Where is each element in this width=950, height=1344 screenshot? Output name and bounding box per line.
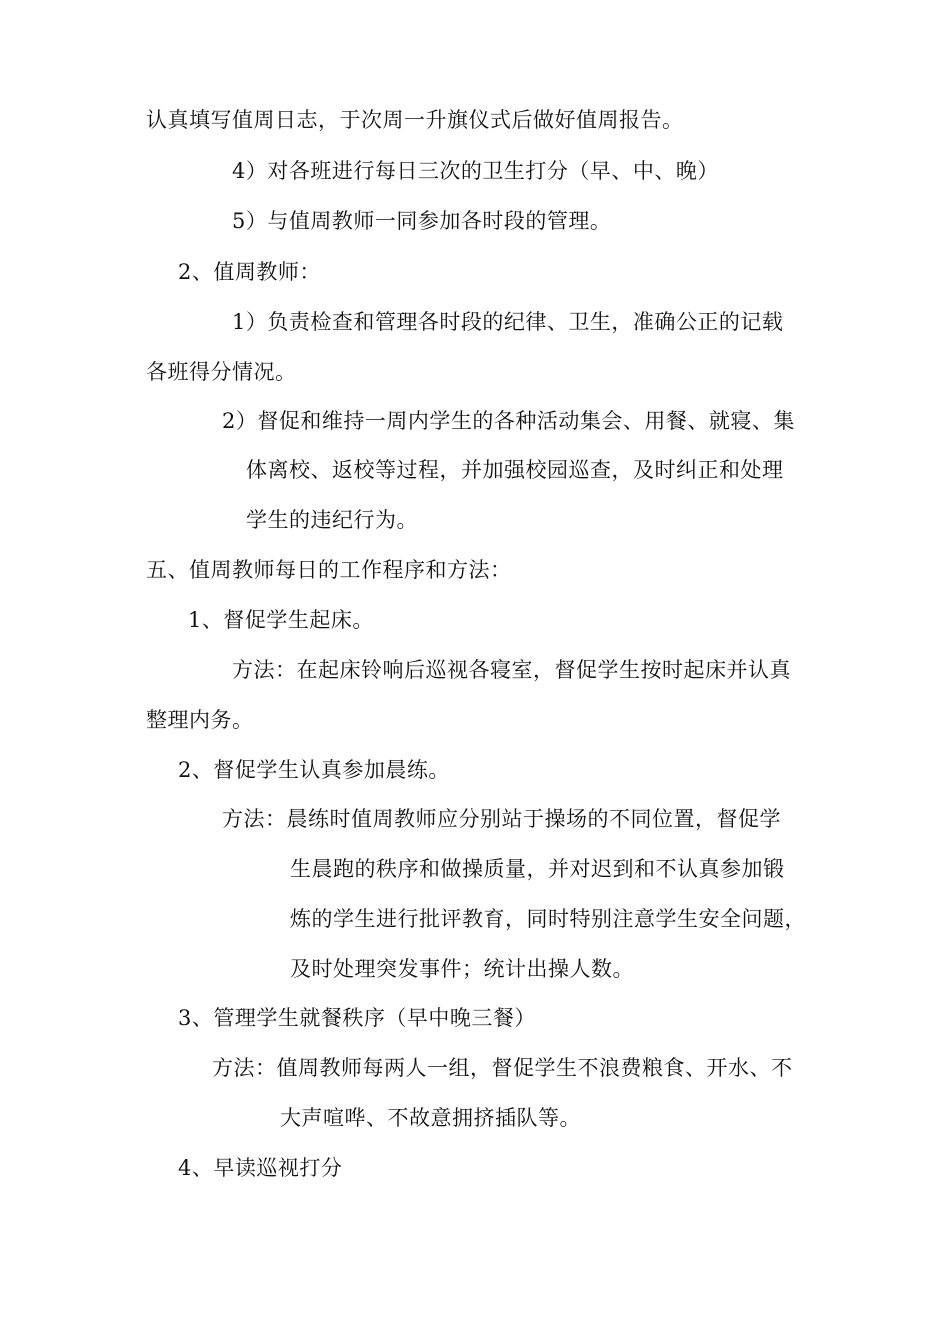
item-heading-morning-exercise: 2、督促学生认真参加晨练。 xyxy=(178,758,450,782)
text-line-report-duty: 认真填写值周日志，于次周一升旗仪式后做好值周报告。 xyxy=(146,108,684,132)
text-line-campus-patrol: 体离校、返校等过程，并加强校园巡查，及时纠正和处理 xyxy=(246,458,784,482)
item-heading-morning-reading: 4、早读巡视打分 xyxy=(178,1156,343,1180)
text-line-emergencies-count: 及时处理突发事件；统计出操人数。 xyxy=(290,957,634,981)
text-line-criticism-safety: 炼的学生进行批评教育，同时特别注意学生安全问题， xyxy=(290,907,806,931)
section-heading-daily-procedure: 五、值周教师每日的工作程序和方法： xyxy=(146,558,512,582)
text-line-no-queue-jumping: 大声喧哗、不故意拥挤插队等。 xyxy=(280,1106,581,1130)
text-line-running-order: 生晨跑的秩序和做操质量，并对迟到和不认真参加锻 xyxy=(290,857,785,881)
item-heading-wake-up: 1、督促学生起床。 xyxy=(188,608,374,632)
text-line-exercise-method: 方法：晨练时值周教师应分别站于操场的不同位置，督促学 xyxy=(222,807,781,831)
text-line-class-scores: 各班得分情况。 xyxy=(146,360,297,384)
item-heading-dining-order: 3、管理学生就餐秩序（早中晚三餐） xyxy=(178,1006,536,1030)
text-line-violations: 学生的违纪行为。 xyxy=(246,508,418,532)
text-line-wake-up-method: 方法：在起床铃响后巡视各寝室，督促学生按时起床并认真 xyxy=(232,658,791,682)
heading-duty-teacher: 2、值周教师： xyxy=(178,260,321,284)
text-line-hygiene-scoring: 4）对各班进行每日三次的卫生打分（早、中、晚） xyxy=(232,159,719,183)
text-line-inspect-discipline: 1）负责检查和管理各时段的纪律、卫生，准确公正的记载 xyxy=(232,310,784,334)
text-line-joint-management: 5）与值周教师一同参加各时段的管理。 xyxy=(232,209,612,233)
text-line-supervise-activities: 2）督促和维持一周内学生的各种活动集会、用餐、就寝、集 xyxy=(222,409,795,433)
text-line-tidy-dorm: 整理内务。 xyxy=(146,708,254,732)
text-line-dining-method: 方法：值周教师每两人一组，督促学生不浪费粮食、开水、不 xyxy=(212,1056,793,1080)
